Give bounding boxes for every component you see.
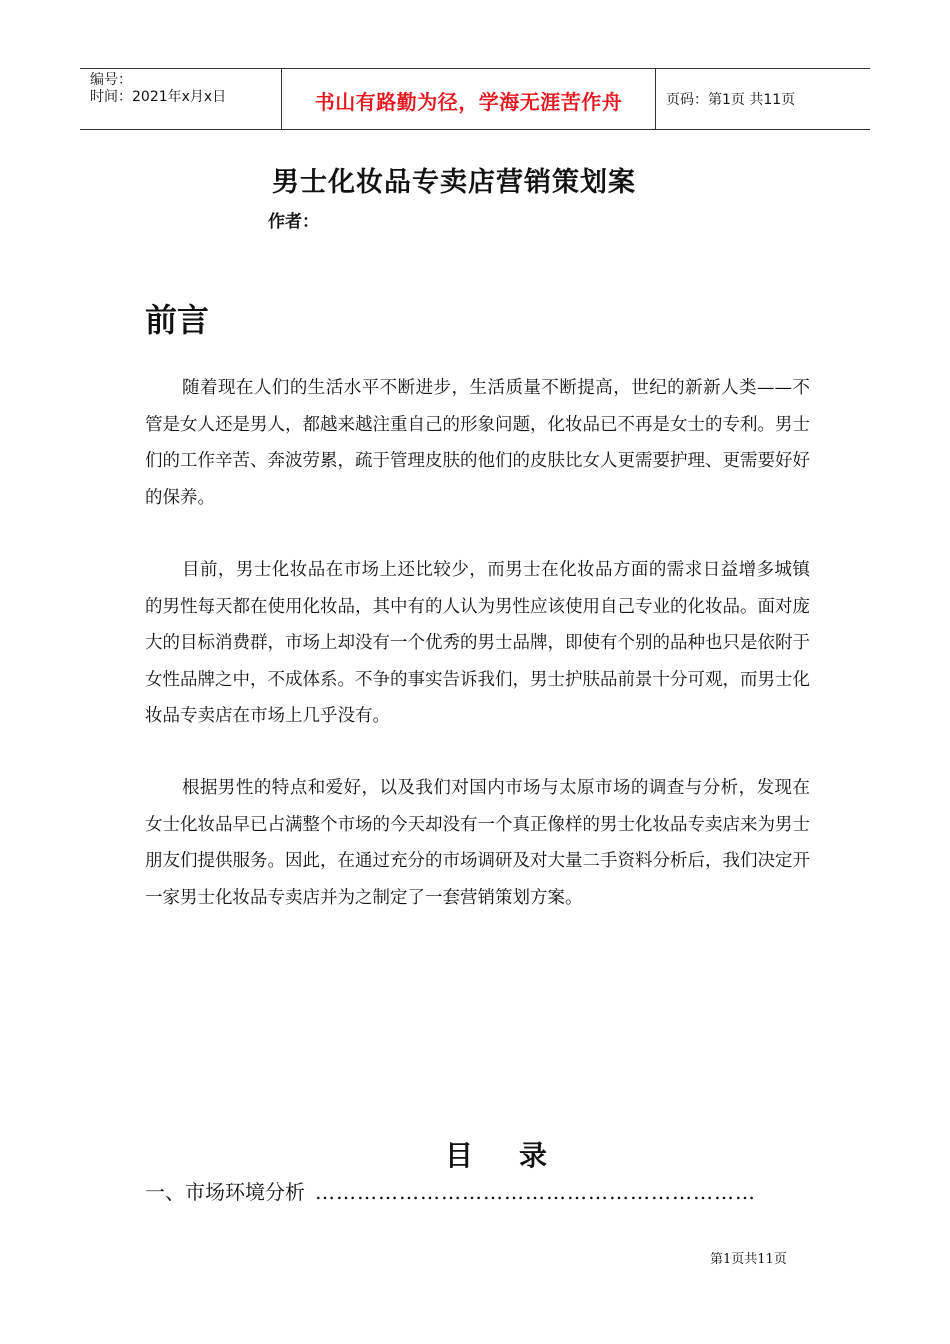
preface-heading: 前言 [145, 301, 210, 339]
header-meta [80, 69, 282, 129]
header-motto-cell [282, 69, 656, 129]
preface-paragraph-1: 随着现在人们的生活水平不断进步，生活质量不断提高，世纪的新新人类——不管是女人还是男人，都越来越注重自己的形象问题，化妆品已不再是女士的专利。男士们的工作辛苦、奔波劳累，疏于管理皮肤的他们的皮肤比女人更需要护理、更需要好好的保养。 [145, 378, 810, 508]
motto-text: 书山有路勤为径，学海无涯苦作舟 [314, 89, 623, 114]
time-label: 时间：2021年x月x日 [90, 89, 227, 105]
page-info: 页码：第1页 共11页 [666, 92, 796, 108]
preface-paragraph-2: 目前，男士化妆品在市场上还比较少，而男士在化妆品方面的需求日益增多城镇的男性每天都在使用化妆品，其中有的人认为男性应该使用自己专业的化妆品。面对庞大的目标消费群，市场上却没有一个优秀的男士品牌，即使有个别的品种也只是依附于女性品牌之中，不成体系。不争的事实告诉我们，男士护肤品前景十分可观，而男士化妆品专卖店在市场上几乎没有。 [145, 560, 810, 726]
number-label: 编号： [90, 72, 132, 88]
header-page-info-cell [656, 69, 870, 129]
author-label: 作者： [268, 212, 319, 232]
toc-item-label: 一、市场环境分析 [145, 1180, 305, 1204]
page-header [80, 68, 870, 130]
toc-heading [445, 1134, 547, 1174]
toc-heading-char-1: 目 [445, 1139, 474, 1172]
document-title: 男士化妆品专卖店营销策划案 [272, 167, 636, 198]
toc-item-leader: ……………………………………………………… [315, 1180, 756, 1204]
preface-paragraph-3: 根据男性的特点和爱好，以及我们对国内市场与太原市场的调查与分析，发现在女士化妆品早已占满整个市场的今天却没有一个真正像样的男士化妆品专卖店来为男士朋友们提供服务。因此，在通过充分的市场调研及对大量二手资料分析后，我们决定开一家男士化妆品专卖店并为之制定了一套营销策划方案。 [145, 778, 810, 908]
toc-item[interactable] [145, 1176, 785, 1205]
page-footer: 第1页共11页 [710, 1252, 787, 1267]
toc-heading-char-2: 录 [519, 1139, 548, 1172]
